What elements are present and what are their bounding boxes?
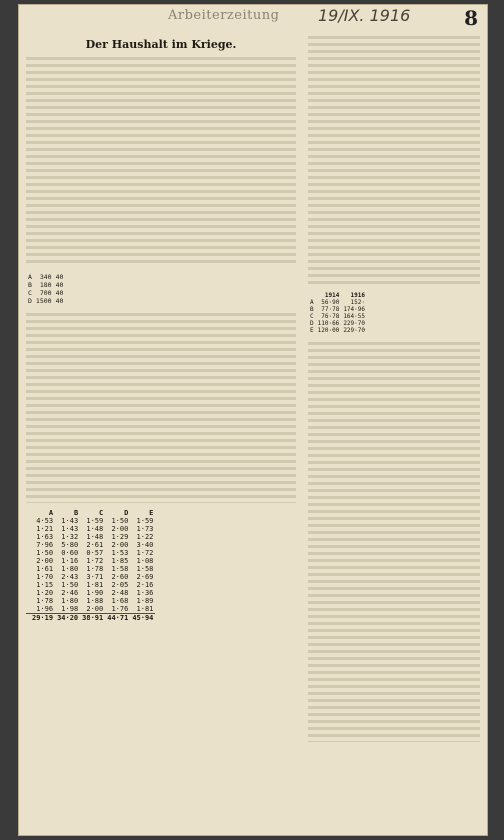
table-cell: 2·43 bbox=[61, 573, 79, 581]
table-cell: 1·73 bbox=[136, 525, 154, 533]
table-header-cell: E bbox=[149, 509, 154, 517]
table-row bbox=[26, 273, 65, 281]
table-row bbox=[26, 289, 65, 297]
table-cell: 2·05 bbox=[111, 581, 129, 589]
table-row bbox=[26, 297, 65, 305]
table-cell: 1·85 bbox=[111, 557, 129, 565]
table-cell: 3·40 bbox=[136, 541, 154, 549]
table-cell: 2·46 bbox=[61, 589, 79, 597]
table-cell: 3·71 bbox=[86, 573, 104, 581]
table-cell: 1·22 bbox=[136, 533, 154, 541]
table-cell: 1·48 bbox=[86, 533, 104, 541]
table-cell: 77·78 bbox=[321, 306, 340, 313]
table-cell: 1·43 bbox=[61, 525, 79, 533]
table-cell: 120·00 bbox=[317, 327, 340, 334]
table-cell: 0·60 bbox=[61, 549, 79, 557]
table-cell: 1·80 bbox=[61, 565, 79, 573]
table-cell: 1·81 bbox=[136, 605, 154, 613]
table-row bbox=[26, 517, 155, 525]
table-header-cell: D bbox=[124, 509, 129, 517]
table-row bbox=[26, 281, 65, 289]
table-cell: 40 bbox=[55, 289, 64, 297]
unreadable-text-block bbox=[308, 36, 480, 286]
table-cell: 1·29 bbox=[111, 533, 129, 541]
table-cell: 1·36 bbox=[136, 589, 154, 597]
table-header-cell: C bbox=[99, 509, 104, 517]
left-column bbox=[26, 36, 296, 630]
handwritten-date: 19/IX. 1916 bbox=[318, 6, 411, 25]
table-cell: 1·50 bbox=[61, 581, 79, 589]
table-row bbox=[26, 549, 155, 557]
table-cell: 1·70 bbox=[36, 573, 54, 581]
table-header-cell: 1916 bbox=[350, 292, 365, 299]
table-cell: 1·48 bbox=[86, 525, 104, 533]
table-cell: 2·69 bbox=[136, 573, 154, 581]
table-row bbox=[26, 565, 155, 573]
table-cell: 40 bbox=[55, 273, 64, 281]
table-cell: 1·59 bbox=[86, 517, 104, 525]
newspaper-page bbox=[18, 4, 488, 836]
table-cell: 174·96 bbox=[343, 306, 365, 313]
right-column bbox=[308, 36, 480, 748]
table-cell: 2·61 bbox=[86, 541, 104, 549]
table-cell: D bbox=[310, 320, 314, 327]
unreadable-text-block bbox=[308, 342, 480, 742]
table-cell: 0·57 bbox=[86, 549, 104, 557]
table-cell: 2·16 bbox=[136, 581, 154, 589]
table-header-cell: 1914 bbox=[324, 292, 340, 299]
table-cell: 1·58 bbox=[111, 565, 129, 573]
table-cell: 44·71 bbox=[107, 614, 129, 622]
table-cell: 40 bbox=[55, 281, 64, 289]
table-header-cell: B bbox=[73, 509, 79, 517]
table-cell: 229·70 bbox=[343, 327, 365, 334]
food-cost-table bbox=[26, 509, 155, 622]
table-cell: 1·61 bbox=[36, 565, 54, 573]
table-cell: 1·89 bbox=[136, 597, 154, 605]
table-cell: 180 bbox=[39, 281, 52, 289]
table-cell: 1·32 bbox=[61, 533, 79, 541]
article-headline: Der Haushalt im Kriege. bbox=[85, 38, 237, 51]
table-cell: B bbox=[310, 306, 314, 313]
table-cell: 1·68 bbox=[111, 597, 129, 605]
table-cell: 7·96 bbox=[36, 541, 54, 549]
table-cell: 1·15 bbox=[36, 581, 54, 589]
table-cell: 1·50 bbox=[111, 517, 129, 525]
unreadable-text-block bbox=[26, 57, 296, 267]
table-header-cell bbox=[308, 292, 316, 299]
table-cell: 2·00 bbox=[111, 525, 129, 533]
table-cell: 2·48 bbox=[111, 589, 129, 597]
table-cell: 4·53 bbox=[36, 517, 54, 525]
table-row bbox=[26, 605, 155, 614]
table-row bbox=[26, 525, 155, 533]
table-row bbox=[26, 589, 155, 597]
table-cell: 1·58 bbox=[136, 565, 154, 573]
table-header-cell: A bbox=[48, 509, 54, 517]
table-cell: 34·20 bbox=[57, 614, 79, 622]
table-cell: 1·20 bbox=[36, 589, 54, 597]
masthead: Arbeiterzeitung bbox=[168, 8, 280, 23]
income-table bbox=[26, 273, 65, 305]
table-cell: 1·53 bbox=[111, 549, 129, 557]
table-cell: E bbox=[310, 327, 314, 334]
table-row bbox=[308, 320, 367, 327]
table-row bbox=[26, 533, 155, 541]
table-row bbox=[26, 581, 155, 589]
table-cell: 1·59 bbox=[136, 517, 154, 525]
table-cell: 1·80 bbox=[61, 597, 79, 605]
unreadable-text-block bbox=[26, 313, 296, 503]
table-cell: 229·70 bbox=[343, 320, 365, 327]
table-cell: 1·16 bbox=[61, 557, 79, 565]
table-cell: 110·66 bbox=[317, 320, 340, 327]
table-cell: 1·78 bbox=[36, 597, 54, 605]
table-cell: 152· bbox=[350, 299, 365, 306]
table-cell: 1·08 bbox=[136, 557, 154, 565]
table-cell: 1·90 bbox=[86, 589, 104, 597]
table-header-row bbox=[26, 509, 155, 517]
table-cell: 1·43 bbox=[61, 517, 79, 525]
table-cell: 1·76 bbox=[111, 605, 129, 613]
table-cell: C bbox=[310, 313, 314, 320]
table-cell: A bbox=[310, 299, 314, 306]
table-cell: 164·55 bbox=[343, 313, 365, 320]
table-cell: 700 bbox=[39, 289, 52, 297]
table-cell: 1·98 bbox=[61, 605, 79, 613]
table-cell: B bbox=[28, 281, 32, 289]
table-cell: 1·81 bbox=[86, 581, 104, 589]
table-cell: 2·00 bbox=[86, 605, 104, 613]
page-number: 8 bbox=[464, 6, 478, 30]
table-row bbox=[308, 306, 367, 313]
table-row bbox=[26, 573, 155, 581]
table-row bbox=[26, 597, 155, 605]
table-cell: 1·88 bbox=[86, 597, 104, 605]
table-cell: 1·21 bbox=[36, 525, 54, 533]
table-cell: 1·72 bbox=[136, 549, 154, 557]
price-comparison-table bbox=[308, 292, 367, 334]
table-row bbox=[308, 313, 367, 320]
table-cell: 38·91 bbox=[82, 614, 104, 622]
table-cell: 1·63 bbox=[36, 533, 54, 541]
table-cell: 5·80 bbox=[61, 541, 79, 549]
table-header-row bbox=[308, 292, 367, 299]
table-row bbox=[26, 557, 155, 565]
table-cell: C bbox=[28, 289, 32, 297]
table-cell: 40 bbox=[55, 297, 64, 305]
table-cell: 56·90 bbox=[321, 299, 340, 306]
table-cell: 1·72 bbox=[86, 557, 104, 565]
table-cell: 45·94 bbox=[132, 614, 154, 622]
table-cell: D bbox=[28, 297, 32, 305]
table-cell: A bbox=[28, 273, 32, 281]
table-cell: 76·78 bbox=[321, 313, 340, 320]
table-cell: 2·00 bbox=[36, 557, 54, 565]
table-row bbox=[308, 327, 367, 334]
table-cell: 1500 bbox=[35, 297, 52, 305]
table-total-row bbox=[26, 614, 155, 623]
table-row bbox=[26, 541, 155, 549]
table-cell: 2·00 bbox=[111, 541, 129, 549]
table-cell: 340 bbox=[39, 273, 52, 281]
table-cell: 1·96 bbox=[36, 605, 54, 613]
table-cell: 29·19 bbox=[32, 614, 54, 622]
table-row bbox=[308, 299, 367, 306]
table-cell: 1·50 bbox=[36, 549, 54, 557]
table-cell: 2·60 bbox=[111, 573, 129, 581]
table-cell: 1·78 bbox=[86, 565, 104, 573]
